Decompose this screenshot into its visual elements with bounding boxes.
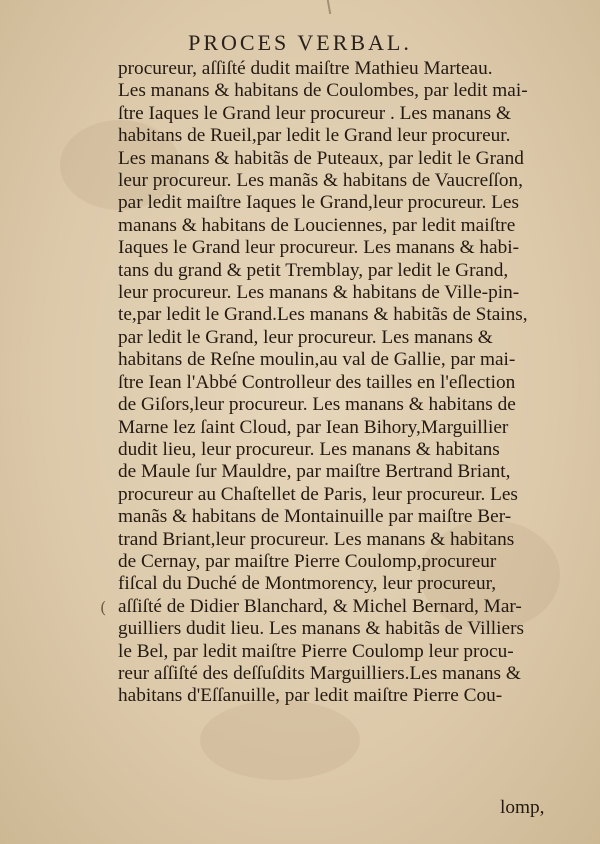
text-line: Les manans & habitans de Coulombes, par ledit mai-	[118, 80, 528, 102]
text-line: reur aſſiſté des deſſuſdits Marguilliers.Les manans &	[118, 662, 521, 684]
text-line: habitans de Reſne moulin,au val de Gallie, par mai-	[118, 349, 516, 371]
text-line: leur procureur. Les manans & habitans de Ville-pin-	[118, 282, 520, 304]
text-line: procureur au Chaſtellet de Paris, leur procureur. Les	[118, 483, 518, 505]
text-line: Marne lez ſaint Cloud, par Iean Bihory,Marguillier	[118, 416, 509, 438]
text-line: trand Briant,leur procureur. Les manans & habitans	[118, 528, 515, 550]
text-line: ſtre Iean l'Abbé Controlleur des tailles en l'eſlection	[118, 371, 516, 393]
text-line: par ledit maiſtre Iaques le Grand,leur procureur. Les	[118, 192, 519, 214]
text-line: habitans de Rueil,par ledit le Grand leur procureur.	[118, 125, 511, 147]
text-line: par ledit le Grand, leur procureur. Les manans &	[118, 326, 493, 348]
text-line: Iaques le Grand leur procureur. Les manans & habi-	[118, 237, 520, 259]
text-line: le Bel, par ledit maiſtre Pierre Coulomp leur procu-	[118, 640, 514, 662]
text-line: leur procureur. Les manãs & habitans de Vaucreſſon,	[118, 170, 523, 192]
text-line: de Cernay, par maiſtre Pierre Coulomp,procureur	[118, 550, 497, 572]
catchword: lomp,	[500, 797, 545, 818]
text-line: te,par ledit le Grand.Les manans & habitãs de Stains,	[118, 304, 528, 326]
paper-stain	[200, 700, 360, 780]
text-line: dudit lieu, leur procureur. Les manans & habitans	[118, 438, 500, 460]
text-line: guilliers dudit lieu. Les manans & habitãs de Villiers	[118, 618, 524, 640]
text-line: habitans d'Eſſanuille, par ledit maiſtre Pierre Cou-	[118, 685, 503, 707]
text-line: aſſiſté de Didier Blanchard, & Michel Bernard, Mar-	[118, 595, 522, 617]
top-smudge	[327, 0, 341, 14]
margin-mark: (	[100, 598, 107, 617]
running-head: PROCES VERBAL.	[188, 30, 412, 55]
text-line: manans & habitans de Louciennes, par ledit maiſtre	[118, 214, 516, 236]
text-line: procureur, aſſiſté dudit maiſtre Mathieu Marteau.	[118, 58, 493, 79]
text-line: fiſcal du Duché de Montmorency, leur procureur,	[118, 573, 497, 595]
text-line: de Maule ſur Mauldre, par maiſtre Bertrand Briant,	[118, 461, 511, 483]
text-line: Les manans & habitãs de Puteaux, par ledit le Grand	[118, 147, 524, 169]
text-line: manãs & habitans de Montainuille par maiſtre Ber-	[118, 506, 512, 528]
text-line: ſtre Iaques le Grand leur procureur . Les manans &	[118, 102, 511, 124]
body-text	[118, 58, 566, 708]
text-line: de Giſors,leur procureur. Les manans & habitans de	[118, 394, 516, 416]
text-line: tans du grand & petit Tremblay, par ledit le Grand,	[118, 259, 509, 281]
